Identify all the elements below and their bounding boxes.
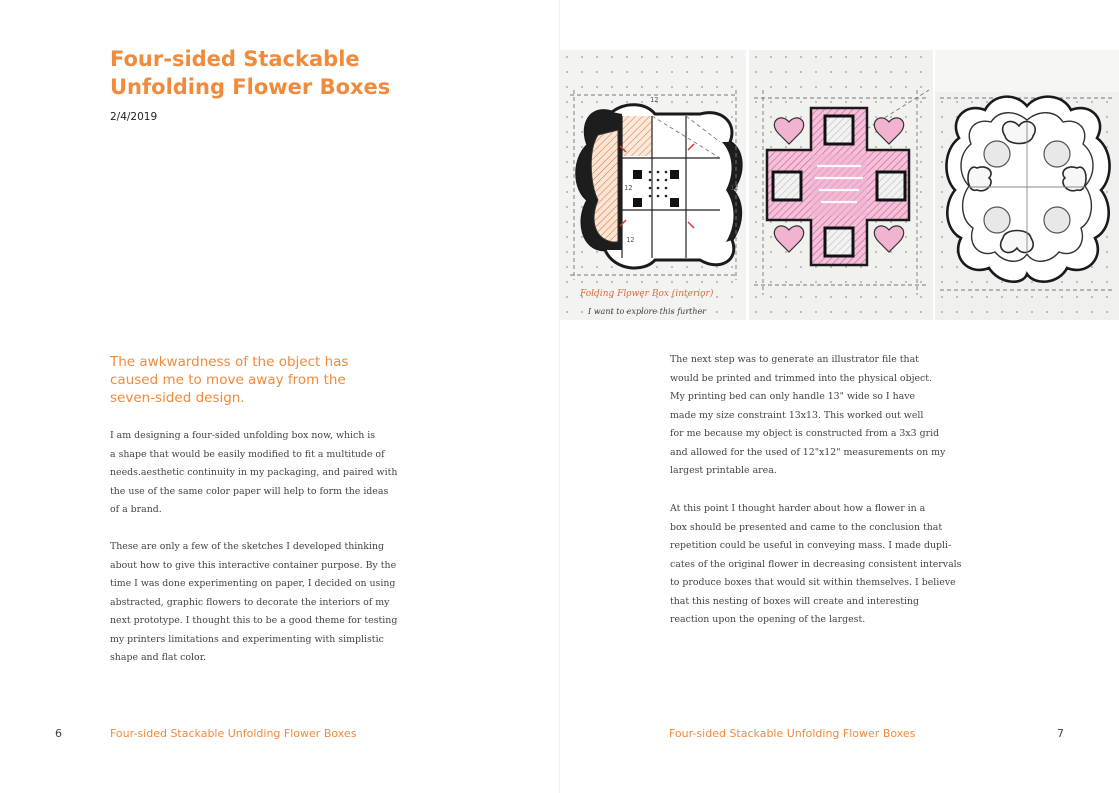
text-line: to produce boxes that would sit within themselves. I believe [670,577,956,588]
text-line: cates of the original flower in decreasing consistent intervals [670,558,962,570]
right-page [560,0,1119,793]
body-paragraph-2 [110,538,397,668]
text-line: would be printed and trimmed into the physical object. [670,372,933,384]
subhead-line: seven-sided design. [110,390,245,406]
sketch-photo-pink-box [749,50,933,320]
sketch-photo-outline-flower [935,50,1119,320]
text-line: of a brand. [110,504,162,515]
sketch-caption: Folding Flower Box (interior) [580,289,714,299]
text-line: abstracted, graphic flowers to decorate the interiors of my [110,596,390,608]
dim-label-right: 12 [730,184,739,192]
text-line: about how to give this interactive container purpose. By the [110,559,397,571]
subheading [110,353,400,407]
text-line: my printers limitations and experimenting with simplistic [110,633,384,645]
left-page [0,0,559,793]
text-line: box should be presented and came to the conclusion that [670,521,943,533]
date: 2/4/2019 [110,111,158,123]
dim-label-left: 12 [624,184,633,192]
text-line: next prototype. I thought this to be a good theme for testing [110,615,398,626]
text-line: These are only a few of the sketches I developed thinking [110,541,384,552]
page-number: 6 [55,727,62,740]
text-line: At this point I thought harder about how a flower in a [670,503,926,514]
subhead-line: The awkwardness of the object has [110,354,349,370]
text-line: shape and flat color. [110,652,207,663]
text-line: made my size constraint 13x13. This worked out well [670,409,924,421]
running-footer: Four-sided Stackable Unfolding Flower Boxes [110,727,357,740]
sketch-folding-box-image [560,50,746,320]
text-line: and allowed for the used of 12"x12" measurements on my [670,446,946,458]
text-line: for me because my object is constructed from a 3x3 grid [670,428,940,439]
page-number: 7 [1057,727,1064,740]
text-line: I am designing a four-sided unfolding box now, which is [110,430,376,441]
sketch-note: I want to explore this further [588,307,707,316]
sketch-pink-box-image [749,50,933,320]
text-line: The next step was to generate an illustrator file that [670,354,919,365]
dim-label-top: 12 [650,96,659,104]
text-line: needs.aesthetic continuity in my packaging, and paired with [110,467,398,478]
dim-label-bottom: 12 [626,236,635,244]
body-paragraph-4 [670,500,961,630]
body-paragraph-1 [110,427,397,520]
body-paragraph-3 [670,351,945,481]
text-line: repetition could be useful in conveying mass. I made dupli- [670,540,952,551]
page-title [110,45,430,101]
running-footer: Four-sided Stackable Unfolding Flower Boxes [669,727,916,740]
text-line: that this nesting of boxes will create and interesting [670,595,920,607]
title-line-2: Unfolding Flower Boxes [110,75,391,99]
text-line: largest printable area. [670,465,777,476]
text-line: My printing bed can only handle 13" wide so I have [670,391,916,402]
sketch-photo-folding-box [560,50,746,320]
sketch-outline-flower-image [935,50,1119,320]
text-line: reaction upon the opening of the largest. [670,614,866,625]
subhead-line: caused me to move away from the [110,372,346,388]
text-line: the use of the same color paper will help to form the ideas [110,485,389,497]
text-line: a shape that would be easily modified to fit a multitude of [110,448,385,460]
text-line: time I was done experimenting on paper, I decided on using [110,578,396,589]
title-line-1: Four-sided Stackable [110,47,360,71]
